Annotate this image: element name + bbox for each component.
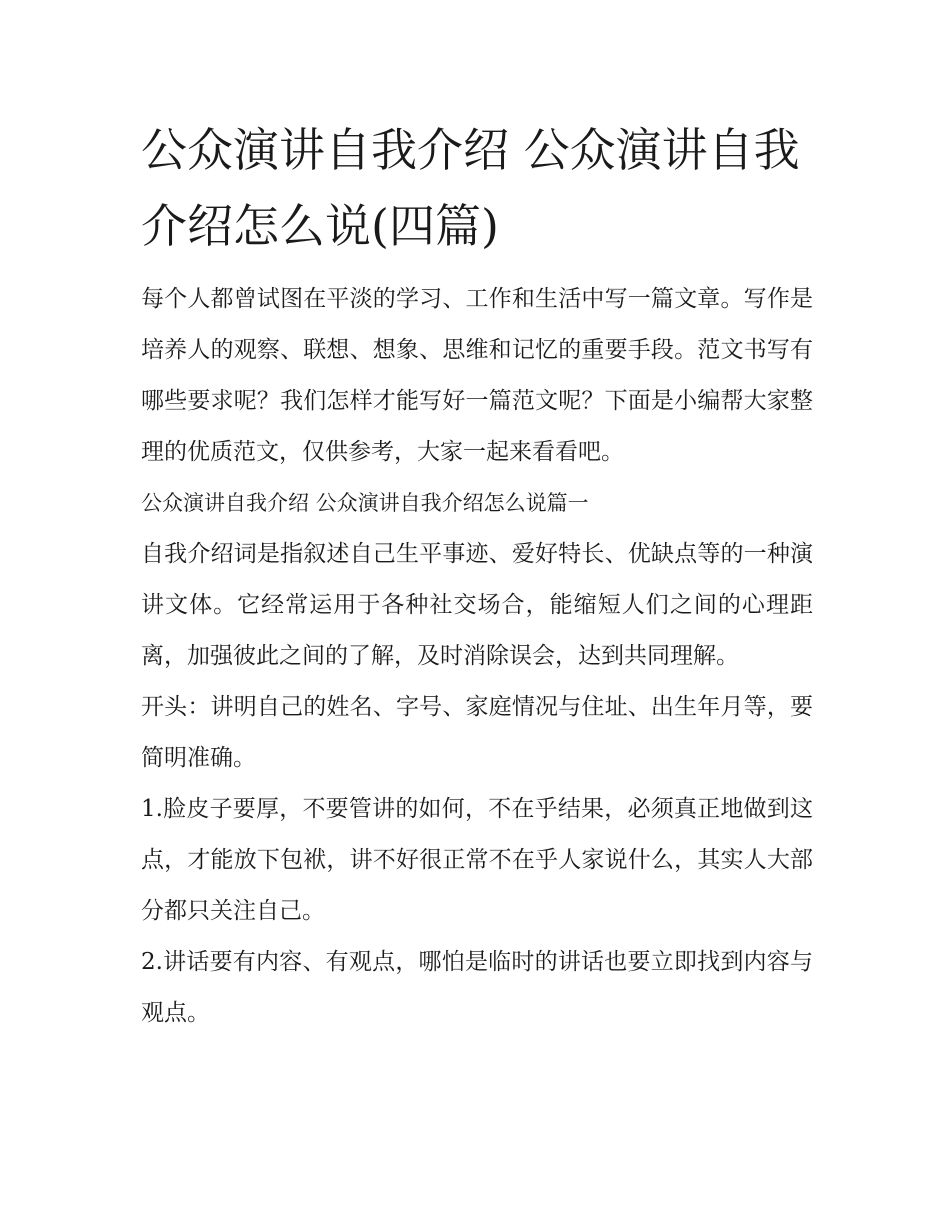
intro-paragraph: 每个人都曾试图在平淡的学习、工作和生活中写一篇文章。写作是培养人的观察、联想、想象、思维和记忆的重要手段。范文书写有哪些要求呢？我们怎样才能写好一篇范文呢？下面是小编帮大家整理的优质范文，仅供参考，大家一起来看看吧。 <box>141 286 813 465</box>
section-paragraph: 2.讲话要有内容、有观点，哪怕是临时的讲话也要立即找到内容与观点。 <box>141 949 813 1026</box>
document-page <box>141 112 813 1039</box>
section-heading: 公众演讲自我介绍 公众演讲自我介绍怎么说篇一 <box>141 491 589 515</box>
document-title: 公众演讲自我介绍 公众演讲自我介绍怎么说(四篇) <box>141 123 800 253</box>
document-body <box>141 274 813 1039</box>
section-paragraph: 开头：讲明自己的姓名、字号、家庭情况与住址、出生年月等，要简明准确。 <box>141 694 813 771</box>
section-paragraph: 自我介绍词是指叙述自己生平事迹、爱好特长、优缺点等的一种演讲文体。它经常运用于各种社交场合，能缩短人们之间的心理距离，加强彼此之间的了解，及时消除误会，达到共同理解。 <box>141 541 813 669</box>
section-paragraph: 1.脸皮子要厚，不要管讲的如何，不在乎结果，必须真正地做到这点，才能放下包袱，讲不好很正常不在乎人家说什么，其实人大部分都只关注自己。 <box>141 796 813 924</box>
